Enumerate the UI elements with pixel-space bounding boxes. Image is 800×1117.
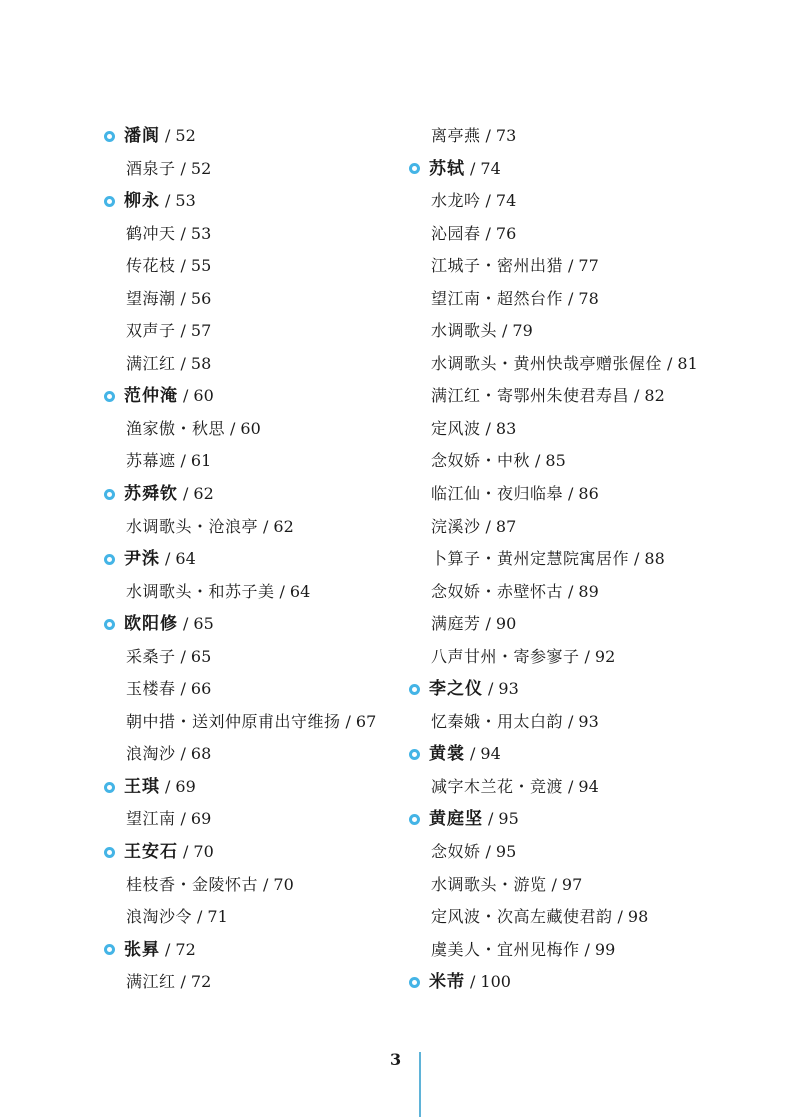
- toc-author-entry: [409, 803, 739, 836]
- separator: /: [470, 744, 476, 764]
- author-name: 李之仪: [429, 679, 483, 700]
- page-ref: 85: [545, 451, 566, 471]
- page-ref: 77: [578, 256, 599, 276]
- page-ref: 93: [498, 679, 519, 699]
- page-ref: 70: [193, 842, 214, 862]
- page-ref: 68: [190, 744, 212, 764]
- separator: /: [263, 874, 269, 894]
- separator: /: [551, 874, 557, 894]
- separator: /: [279, 581, 285, 601]
- separator: /: [183, 614, 189, 634]
- page-ref: 69: [190, 809, 212, 829]
- page-ref: 57: [190, 321, 212, 341]
- page-ref: 58: [190, 353, 212, 373]
- toc-poem-entry: [409, 250, 739, 283]
- toc-poem-entry: [104, 673, 404, 706]
- poem-title: 望江南・超然台作: [431, 288, 564, 308]
- toc-poem-entry: [409, 706, 739, 739]
- separator: /: [568, 288, 574, 308]
- toc-poem-entry: [409, 478, 739, 511]
- toc-poem-entry: [104, 218, 404, 251]
- separator: /: [165, 549, 171, 569]
- toc-author-entry: [104, 608, 404, 641]
- separator: /: [345, 711, 351, 731]
- poem-title: 水龙吟: [431, 191, 481, 211]
- toc-author-entry: [104, 836, 404, 869]
- author-name: 苏轼: [429, 158, 465, 179]
- separator: /: [165, 776, 171, 796]
- separator: /: [634, 386, 640, 406]
- separator: /: [485, 223, 491, 243]
- toc-poem-entry: [409, 511, 739, 544]
- toc-author-entry: [409, 738, 739, 771]
- separator: /: [568, 776, 574, 796]
- poem-title: 定风波・次高左藏使君韵: [431, 907, 613, 927]
- poem-title: 念奴娇・赤壁怀古: [431, 581, 564, 601]
- separator: /: [568, 581, 574, 601]
- page-ref: 65: [190, 646, 212, 666]
- separator: /: [180, 256, 186, 276]
- separator: /: [485, 126, 491, 145]
- circle-bullet-icon: [409, 814, 420, 825]
- poem-title: 传花枝: [126, 256, 176, 276]
- separator: /: [180, 353, 186, 373]
- page-ref: 70: [273, 874, 294, 894]
- circle-bullet-icon: [104, 489, 115, 500]
- page-ref: 60: [240, 418, 261, 438]
- separator: /: [180, 809, 186, 829]
- separator: /: [667, 353, 673, 373]
- page-ref: 76: [495, 223, 517, 243]
- toc-poem-entry: [104, 250, 404, 283]
- toc-author-entry: [104, 185, 404, 218]
- author-name: 王琪: [124, 776, 160, 797]
- poem-title: 水调歌头・沧浪亭: [126, 516, 259, 536]
- circle-bullet-icon: [104, 196, 115, 207]
- page-ref: 99: [594, 939, 616, 959]
- poem-title: 水调歌头・游览: [431, 874, 547, 894]
- page-ref: 66: [190, 679, 212, 699]
- poem-title: 水调歌头: [431, 321, 498, 341]
- page-ref: 56: [190, 288, 212, 308]
- separator: /: [485, 191, 491, 211]
- poem-title: 念奴娇・中秋: [431, 451, 531, 471]
- separator: /: [180, 679, 186, 699]
- toc-poem-entry: [104, 869, 404, 902]
- separator: /: [568, 484, 574, 504]
- poem-title: 采桑子: [126, 646, 176, 666]
- toc-poem-entry: [409, 445, 739, 478]
- toc-author-entry: [409, 673, 739, 706]
- toc-right-column: [409, 120, 739, 999]
- poem-title: 水调歌头・和苏子美: [126, 581, 275, 601]
- circle-bullet-icon: [104, 131, 115, 142]
- separator: /: [485, 516, 491, 536]
- poem-title: 念奴娇: [431, 842, 481, 862]
- circle-bullet-icon: [409, 684, 420, 695]
- page-ref: 72: [190, 972, 212, 992]
- toc-poem-entry: [104, 413, 404, 446]
- toc-author-entry: [104, 478, 404, 511]
- separator: /: [165, 191, 171, 211]
- toc-poem-entry: [409, 185, 739, 218]
- toc-poem-entry: [409, 543, 739, 576]
- poem-title: 江城子・密州出猎: [431, 256, 564, 276]
- toc-poem-entry: [409, 934, 739, 967]
- toc-poem-entry: [409, 576, 739, 609]
- separator: /: [180, 972, 186, 992]
- poem-title: 满江红・寄鄂州朱使君寿昌: [431, 386, 630, 406]
- separator: /: [197, 907, 203, 927]
- page-ref: 60: [193, 386, 214, 406]
- page-ref: 61: [190, 451, 212, 471]
- page-ref: 53: [190, 223, 212, 243]
- separator: /: [568, 711, 574, 731]
- poem-title: 沁园春: [431, 223, 481, 243]
- page-ref: 78: [578, 288, 599, 308]
- poem-title: 浣溪沙: [431, 516, 481, 536]
- separator: /: [470, 972, 476, 992]
- page-ref: 73: [495, 126, 517, 145]
- separator: /: [485, 842, 491, 862]
- poem-title: 酒泉子: [126, 158, 176, 178]
- page-ref: 93: [578, 711, 599, 731]
- poem-title: 望海潮: [126, 288, 176, 308]
- toc-poem-entry: [104, 641, 404, 674]
- page-ref: 83: [495, 418, 517, 438]
- page-ref: 62: [193, 484, 214, 504]
- separator: /: [470, 158, 476, 178]
- author-name: 范仲淹: [124, 386, 178, 407]
- circle-bullet-icon: [104, 782, 115, 793]
- separator: /: [568, 256, 574, 276]
- separator: /: [634, 549, 640, 569]
- page-ref: 90: [495, 614, 517, 634]
- poem-title: 满江红: [126, 972, 176, 992]
- page-ref: 94: [578, 776, 599, 796]
- toc-author-entry: [104, 120, 404, 153]
- toc-poem-entry: [409, 641, 739, 674]
- toc-poem-entry: [104, 315, 404, 348]
- circle-bullet-icon: [104, 847, 115, 858]
- poem-title: 虞美人・宜州见梅作: [431, 939, 580, 959]
- poem-title: 临江仙・夜归临皋: [431, 484, 564, 504]
- separator: /: [617, 907, 623, 927]
- page-ref: 86: [578, 484, 599, 504]
- author-name: 尹洙: [124, 549, 160, 570]
- page-ref: 88: [644, 549, 665, 569]
- toc-poem-entry: [104, 348, 404, 381]
- separator: /: [183, 842, 189, 862]
- toc-poem-entry: [409, 348, 739, 381]
- toc-poem-entry: [409, 315, 739, 348]
- poem-title: 定风波: [431, 418, 481, 438]
- author-name: 苏舜钦: [124, 484, 178, 505]
- toc-poem-entry: [104, 153, 404, 186]
- page-ref: 89: [578, 581, 599, 601]
- page-ref: 65: [193, 614, 214, 634]
- toc-poem-entry: [104, 511, 404, 544]
- author-name: 王安石: [124, 842, 178, 863]
- separator: /: [485, 614, 491, 634]
- page-ref: 87: [495, 516, 517, 536]
- circle-bullet-icon: [104, 619, 115, 630]
- separator: /: [165, 126, 171, 145]
- poem-title: 桂枝香・金陵怀古: [126, 874, 259, 894]
- toc-author-entry: [104, 934, 404, 967]
- poem-title: 浪淘沙令: [126, 907, 193, 927]
- toc-poem-entry: [409, 901, 739, 934]
- toc-poem-entry: [104, 738, 404, 771]
- separator: /: [535, 451, 541, 471]
- page-ref: 62: [273, 516, 294, 536]
- separator: /: [180, 451, 186, 471]
- page-ref: 81: [677, 353, 698, 373]
- toc-left-column: [104, 120, 404, 999]
- page-ref: 55: [190, 256, 212, 276]
- poem-title: 双声子: [126, 321, 176, 341]
- circle-bullet-icon: [409, 977, 420, 988]
- separator: /: [488, 809, 494, 829]
- page-ref: 74: [480, 158, 501, 178]
- separator: /: [180, 646, 186, 666]
- page-ref: 72: [175, 939, 196, 959]
- toc-poem-entry: [409, 869, 739, 902]
- separator: /: [488, 679, 494, 699]
- toc-poem-entry: [104, 283, 404, 316]
- toc-poem-entry: [409, 771, 739, 804]
- poem-title: 浪淘沙: [126, 744, 176, 764]
- page-ref: 97: [561, 874, 583, 894]
- page-ref: 95: [498, 809, 519, 829]
- toc-poem-entry: [104, 803, 404, 836]
- poem-title: 八声甘州・寄参寥子: [431, 646, 580, 666]
- page-ref: 94: [480, 744, 501, 764]
- toc-author-entry: [409, 966, 739, 999]
- toc-poem-entry: [104, 966, 404, 999]
- page-ref: 64: [289, 581, 311, 601]
- page-ref: 79: [512, 321, 533, 341]
- poem-title: 苏幕遮: [126, 451, 176, 471]
- separator: /: [502, 321, 508, 341]
- poem-title: 玉楼春: [126, 679, 176, 699]
- circle-bullet-icon: [409, 749, 420, 760]
- page-ref: 52: [175, 126, 196, 145]
- author-name: 黄庭坚: [429, 809, 483, 830]
- toc-poem-entry: [104, 901, 404, 934]
- page-ref: 98: [627, 907, 649, 927]
- toc-author-entry: [104, 380, 404, 413]
- page-ref: 71: [207, 907, 228, 927]
- toc-author-entry: [104, 771, 404, 804]
- poem-title: 望江南: [126, 809, 176, 829]
- author-name: 张昪: [124, 939, 160, 960]
- toc-poem-entry: [104, 445, 404, 478]
- poem-title: 离亭燕: [431, 126, 481, 145]
- toc-poem-entry: [409, 608, 739, 641]
- circle-bullet-icon: [104, 944, 115, 955]
- poem-title: 满庭芳: [431, 614, 481, 634]
- author-name: 黄裳: [429, 744, 465, 765]
- toc-poem-entry: [104, 576, 404, 609]
- page-ref: 64: [175, 549, 196, 569]
- page-ref: 82: [644, 386, 665, 406]
- separator: /: [584, 939, 590, 959]
- separator: /: [180, 158, 186, 178]
- poem-title: 水调歌头・黄州快哉亭赠张偓佺: [431, 353, 663, 373]
- separator: /: [180, 288, 186, 308]
- toc-poem-entry: [409, 836, 739, 869]
- toc-poem-entry: [409, 380, 739, 413]
- poem-title: 满江红: [126, 353, 176, 373]
- author-name: 潘阆: [124, 126, 160, 146]
- toc-poem-entry: [104, 706, 404, 739]
- separator: /: [183, 386, 189, 406]
- separator: /: [263, 516, 269, 536]
- poem-title: 渔家傲・秋思: [126, 418, 226, 438]
- footer-divider-line: [419, 1052, 421, 1117]
- page-ref: 67: [355, 711, 377, 731]
- page-ref: 53: [175, 191, 196, 211]
- page-number: 3: [390, 1050, 402, 1069]
- page-ref: 100: [480, 972, 511, 992]
- toc-author-entry: [409, 153, 739, 186]
- separator: /: [180, 744, 186, 764]
- poem-title: 忆秦娥・用太白韵: [431, 711, 564, 731]
- author-name: 米芾: [429, 972, 465, 993]
- separator: /: [183, 484, 189, 504]
- poem-title: 减字木兰花・竞渡: [431, 776, 564, 796]
- toc-poem-entry: [409, 283, 739, 316]
- circle-bullet-icon: [104, 391, 115, 402]
- page-ref: 92: [594, 646, 616, 666]
- poem-title: 卜算子・黄州定慧院寓居作: [431, 549, 630, 569]
- separator: /: [584, 646, 590, 666]
- page-ref: 52: [190, 158, 212, 178]
- separator: /: [180, 223, 186, 243]
- toc-author-entry: [104, 543, 404, 576]
- circle-bullet-icon: [104, 554, 115, 565]
- separator: /: [230, 418, 236, 438]
- circle-bullet-icon: [409, 163, 420, 174]
- poem-title: 鹤冲天: [126, 223, 176, 243]
- page-ref: 69: [175, 776, 196, 796]
- toc-poem-entry: [409, 413, 739, 446]
- toc-poem-entry: [409, 120, 739, 153]
- separator: /: [180, 321, 186, 341]
- poem-title: 朝中措・送刘仲原甫出守维扬: [126, 711, 341, 731]
- page-ref: 74: [495, 191, 517, 211]
- author-name: 欧阳修: [124, 614, 178, 635]
- toc-poem-entry: [409, 218, 739, 251]
- separator: /: [165, 939, 171, 959]
- separator: /: [485, 418, 491, 438]
- page-ref: 95: [495, 842, 517, 862]
- author-name: 柳永: [124, 191, 160, 212]
